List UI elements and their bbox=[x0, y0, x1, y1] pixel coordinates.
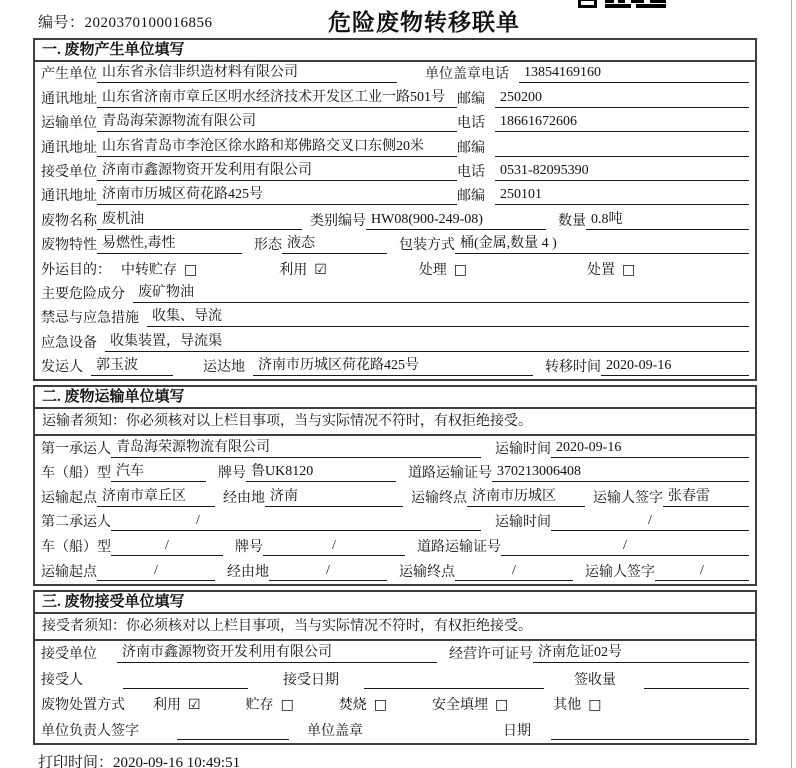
field-label: 发运人 bbox=[41, 360, 83, 376]
field-label: 邮编 bbox=[457, 91, 485, 107]
checkbox-icon: □ bbox=[622, 261, 636, 278]
row-vehicle-type bbox=[35, 461, 755, 486]
page-title: 危险废物转移联单 bbox=[328, 10, 520, 35]
row-receiving-unit bbox=[35, 641, 755, 667]
checkbox-label: 利用 bbox=[153, 698, 181, 714]
field-value: 济南市鑫源物资开发利用有限公司 bbox=[97, 162, 457, 181]
field-value: 济南市历城区荷花路425号 bbox=[97, 186, 457, 205]
field-value: 济南市章丘区 bbox=[97, 488, 215, 507]
row-emergency-equipment bbox=[35, 330, 755, 354]
row-transporter-address bbox=[35, 135, 755, 159]
field-value: / bbox=[263, 537, 405, 556]
row-generator-unit bbox=[35, 62, 755, 86]
row-outbound-purpose bbox=[35, 257, 755, 281]
field-value: HW08(900-249-08) bbox=[366, 211, 546, 230]
checkbox-option-incinerate bbox=[339, 694, 387, 714]
checkbox-option-utilize bbox=[153, 694, 201, 714]
checkbox-label: 安全填埋 bbox=[432, 698, 489, 714]
row-shipper bbox=[35, 355, 755, 379]
field-value: 250200 bbox=[495, 89, 749, 108]
field-value: 济南市历城区 bbox=[467, 488, 585, 507]
serial-number bbox=[38, 11, 213, 32]
row-vehicle-type-2 bbox=[35, 534, 755, 559]
field-label: 包装方式 bbox=[399, 238, 455, 254]
row-waste-properties bbox=[35, 233, 755, 257]
field-value: 青岛海荣源物流有限公司 bbox=[111, 439, 481, 458]
checkbox-icon: □ bbox=[495, 697, 509, 714]
checkbox-option-treat bbox=[419, 259, 467, 279]
field-value: 易燃性,毒性 bbox=[97, 235, 242, 254]
field-value-blank bbox=[495, 139, 749, 157]
field-value-blank bbox=[644, 671, 749, 689]
field-label: 牌号 bbox=[218, 466, 246, 482]
checkbox-icon: □ bbox=[184, 261, 198, 278]
checkbox-label: 处置 bbox=[587, 262, 616, 278]
field-label: 接受单位 bbox=[41, 164, 97, 180]
row-contraindication-measures bbox=[35, 306, 755, 330]
field-label: 牌号 bbox=[235, 540, 263, 556]
field-label: 运达地 bbox=[203, 360, 245, 376]
field-label: 第一承运人 bbox=[41, 441, 111, 457]
field-value: 济南市历城区荷花路425号 bbox=[253, 357, 533, 376]
checkbox-option-utilize bbox=[279, 259, 327, 279]
row-transport-route bbox=[35, 485, 755, 510]
field-value: / bbox=[655, 562, 749, 581]
field-value: / bbox=[501, 537, 749, 556]
field-value: / bbox=[111, 512, 481, 531]
row-hazard-components bbox=[35, 282, 755, 306]
row-receiver-unit bbox=[35, 160, 755, 184]
field-label: 接受单位 bbox=[41, 647, 97, 663]
checkbox-label: 贮存 bbox=[245, 698, 274, 714]
field-label: 运输时间 bbox=[495, 441, 551, 457]
field-label: 经营许可证号 bbox=[449, 647, 533, 663]
row-first-carrier bbox=[35, 436, 755, 461]
row-transport-route-2 bbox=[35, 559, 755, 584]
print-time-value: 2020-09-16 10:49:51 bbox=[113, 754, 241, 768]
field-label: 电话 bbox=[457, 116, 485, 132]
field-value: / bbox=[455, 562, 573, 581]
field-value: 废矿物油 bbox=[133, 284, 749, 303]
field-value: 收集装置，导流渠 bbox=[105, 333, 749, 352]
field-value: 汽车 bbox=[111, 463, 206, 482]
field-label: 日期 bbox=[503, 723, 531, 739]
field-label: 主要危险成分 bbox=[41, 286, 125, 302]
checkbox-option-dispose bbox=[587, 259, 635, 279]
field-label: 单位盖章 bbox=[425, 67, 481, 83]
checkbox-option-transfer-storage bbox=[121, 259, 197, 279]
field-label: 邮编 bbox=[457, 140, 485, 156]
field-label: 单位盖章 bbox=[307, 723, 363, 739]
checkbox-icon: □ bbox=[588, 697, 602, 714]
row-transporter-unit bbox=[35, 111, 755, 135]
field-label: 通讯地址 bbox=[41, 140, 97, 156]
form-body bbox=[33, 38, 757, 745]
field-label: 邮编 bbox=[457, 189, 485, 205]
field-value: 济南市鑫源物资开发利用有限公司 bbox=[117, 644, 437, 663]
section-transport-unit bbox=[33, 385, 757, 586]
field-label: 产生单位 bbox=[41, 67, 97, 83]
field-label: 车（船）型 bbox=[41, 466, 111, 482]
field-value: 18661672606 bbox=[495, 113, 749, 132]
field-label: 通讯地址 bbox=[41, 189, 97, 205]
field-label: 数量 bbox=[558, 213, 586, 229]
section2-title: 二. 废物运输单位填写 bbox=[35, 387, 755, 409]
field-label: 第二承运人 bbox=[41, 515, 111, 531]
row-disposal-method bbox=[35, 692, 755, 718]
print-time-label: 打印时间： bbox=[38, 754, 114, 768]
field-value: 张春雷 bbox=[663, 488, 749, 507]
field-label: 签收量 bbox=[574, 672, 616, 688]
receiver-notice: 接受者须知：你必须核对以上栏目事项，当与实际情况不符时，有权拒绝接受。 bbox=[35, 614, 755, 641]
field-label: 运输终点 bbox=[399, 564, 455, 580]
row-responsible-signature bbox=[35, 717, 755, 743]
field-value: 济南危证02号 bbox=[533, 644, 749, 663]
field-label: 转移时间 bbox=[545, 360, 601, 376]
field-label: 接受人 bbox=[41, 672, 83, 688]
field-label: 运输起点 bbox=[41, 564, 97, 580]
field-label: 禁忌与应急措施 bbox=[41, 311, 139, 327]
field-value: 2020-09-16 bbox=[601, 357, 749, 376]
checkbox-icon: □ bbox=[280, 697, 294, 714]
field-label: 运输起点 bbox=[41, 490, 97, 506]
field-label: 通讯地址 bbox=[41, 91, 97, 107]
field-label: 废物名称 bbox=[41, 213, 97, 229]
field-label: 应急设备 bbox=[41, 335, 97, 351]
field-label: 废物特性 bbox=[41, 238, 97, 254]
checkbox-icon: ☑ bbox=[314, 261, 327, 278]
field-label: 车（船）型 bbox=[41, 540, 111, 556]
field-label: 运输人签字 bbox=[593, 490, 663, 506]
field-value: 青岛海荣源物流有限公司 bbox=[97, 113, 457, 132]
transporter-notice: 运输者须知：你必须核对以上栏目事项，当与实际情况不符时，有权拒绝接受。 bbox=[35, 409, 755, 436]
field-value: 桶(金属,数量 4 ) bbox=[455, 235, 749, 254]
field-value: / bbox=[269, 562, 387, 581]
field-label: 运输单位 bbox=[41, 116, 97, 132]
field-value: 鲁UK8120 bbox=[246, 463, 396, 482]
field-label: 道路运输证号 bbox=[417, 540, 501, 556]
serial-label: 编号： bbox=[38, 15, 85, 31]
row-second-carrier bbox=[35, 510, 755, 535]
field-label: 接受日期 bbox=[283, 672, 339, 688]
field-value-blank bbox=[551, 722, 749, 740]
field-value-blank bbox=[364, 671, 544, 689]
section1-title: 一. 废物产生单位填写 bbox=[35, 40, 755, 62]
checkbox-option-landfill bbox=[432, 694, 508, 714]
serial-value: 2020370100016856 bbox=[84, 15, 213, 31]
field-value: 2020-09-16 bbox=[551, 439, 749, 458]
section-generator-unit bbox=[33, 38, 757, 381]
field-value: 山东省青岛市李沧区徐水路和郑佛路交叉口东侧20米 bbox=[97, 138, 457, 157]
field-label: 经由地 bbox=[223, 490, 265, 506]
field-label: 外运目的： bbox=[41, 262, 111, 278]
field-value: / bbox=[97, 562, 215, 581]
field-label: 电话 bbox=[457, 164, 485, 180]
checkbox-label: 其他 bbox=[553, 698, 582, 714]
field-value: / bbox=[551, 512, 749, 531]
field-label: 运输终点 bbox=[411, 490, 467, 506]
checkbox-option-other bbox=[553, 694, 601, 714]
field-label: 经由地 bbox=[227, 564, 269, 580]
field-value: 收集、导流 bbox=[147, 308, 749, 327]
row-waste-name bbox=[35, 208, 755, 232]
field-value: 370213006408 bbox=[492, 463, 749, 482]
field-label: 电话 bbox=[481, 67, 509, 83]
row-receiver-address bbox=[35, 184, 755, 208]
field-value: 0531-82095390 bbox=[495, 162, 749, 181]
page-edge-divider bbox=[791, 0, 792, 768]
checkbox-option-storage bbox=[246, 694, 294, 714]
field-label: 运输时间 bbox=[495, 515, 551, 531]
checkbox-label: 利用 bbox=[279, 262, 308, 278]
row-generator-address bbox=[35, 86, 755, 110]
field-label: 类别编号 bbox=[310, 213, 366, 229]
field-value: / bbox=[111, 537, 223, 556]
field-value: 250101 bbox=[495, 186, 749, 205]
section-receiver-unit bbox=[33, 590, 757, 745]
field-value: 13854169160 bbox=[519, 64, 749, 83]
field-value-blank bbox=[177, 722, 289, 740]
checkbox-label: 焚烧 bbox=[338, 698, 367, 714]
field-label: 单位负责人签字 bbox=[41, 723, 139, 739]
checkbox-icon: □ bbox=[453, 261, 468, 278]
qr-code-icon bbox=[578, 0, 670, 8]
print-time bbox=[38, 751, 796, 768]
field-value-blank bbox=[123, 671, 248, 689]
field-value: 济南 bbox=[265, 488, 403, 507]
field-label: 形态 bbox=[254, 238, 282, 254]
field-label: 道路运输证号 bbox=[408, 466, 492, 482]
checkbox-label: 中转贮存 bbox=[121, 262, 177, 278]
section3-title: 三. 废物接受单位填写 bbox=[35, 592, 755, 614]
field-value: 山东省永信非织造材料有限公司 bbox=[97, 64, 397, 83]
field-label: 废物处置方式 bbox=[41, 698, 125, 714]
document-header bbox=[0, 0, 796, 38]
checkbox-label: 处理 bbox=[418, 262, 447, 278]
field-label: 运输人签字 bbox=[585, 564, 655, 580]
field-value: 废机油 bbox=[97, 211, 302, 230]
checkbox-icon: □ bbox=[373, 697, 388, 714]
field-value: 液态 bbox=[282, 235, 387, 254]
field-value: 0.8吨 bbox=[586, 211, 749, 230]
field-value: 郭玉波 bbox=[91, 357, 173, 376]
row-receiver-person bbox=[35, 666, 755, 692]
checkbox-icon: ☑ bbox=[188, 697, 201, 714]
field-value: 山东省济南市章丘区明水经济技术开发区工业一路501号 bbox=[97, 89, 457, 108]
